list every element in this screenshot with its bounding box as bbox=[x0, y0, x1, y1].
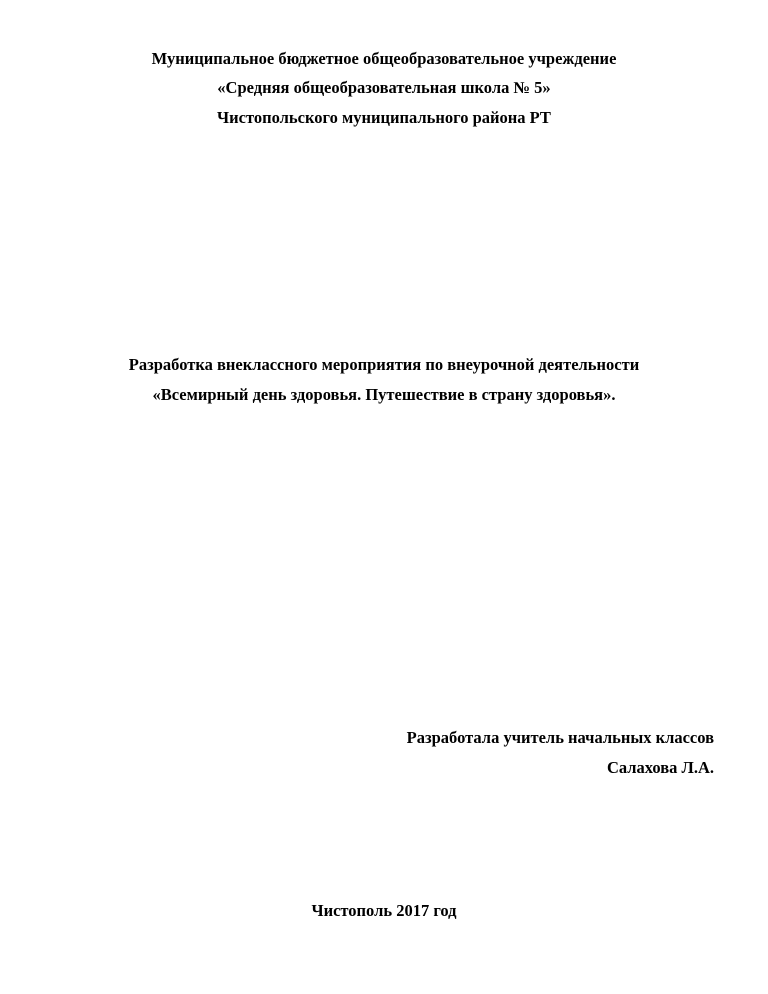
author-name: Салахова Л.А. bbox=[606, 758, 714, 777]
footer-place-year: Чистополь 2017 год bbox=[311, 901, 457, 920]
author-role: Разработала учитель начальных классов bbox=[406, 728, 714, 747]
title-line-2: «Всемирный день здоровья. Путешествие в страну здоровья». bbox=[152, 385, 616, 404]
title-line-1: Разработка внеклассного мероприятия по внеурочной деятельности bbox=[128, 355, 640, 374]
header-district: Чистопольского муниципального района РТ bbox=[217, 108, 551, 127]
header-school-name: «Средняя общеобразовательная школа № 5» bbox=[217, 78, 551, 97]
header-institution-line: Муниципальное бюджетное общеобразовательное учреждение bbox=[151, 49, 617, 68]
